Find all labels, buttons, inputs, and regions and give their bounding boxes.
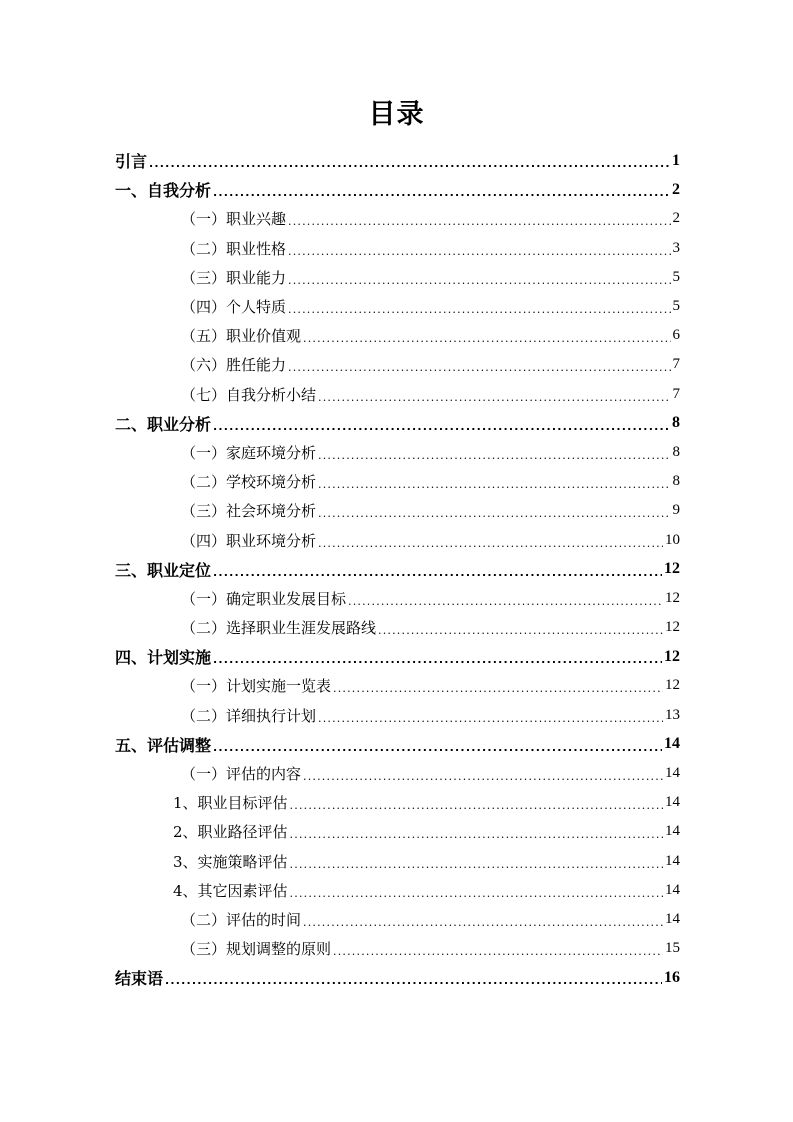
toc-entry-label: （二）详细执行计划	[181, 706, 317, 725]
toc-entry-label: 4、其它因素评估	[173, 881, 288, 900]
toc-entry[interactable]	[0, 555, 793, 584]
toc-entry-label: （二）学校环境分析	[181, 473, 317, 492]
dot-leader	[213, 741, 662, 754]
dot-leader	[213, 653, 662, 666]
toc-entry-label: 四、计划实施	[115, 648, 212, 668]
dot-leader	[290, 858, 663, 871]
table-of-contents	[0, 146, 793, 992]
page-title: 目录	[368, 99, 425, 130]
toc-entry-page-number: 12	[665, 677, 680, 694]
dot-leader	[318, 712, 663, 725]
dot-leader	[303, 770, 663, 783]
toc-entry-page-number: 8	[672, 443, 680, 460]
toc-entry-page-number: 5	[672, 298, 680, 315]
toc-entry-page-number: 12	[664, 647, 680, 665]
dot-leader	[318, 507, 670, 520]
toc-entry-page-number: 12	[664, 560, 680, 578]
toc-entry[interactable]	[0, 204, 793, 233]
toc-entry-label: 三、职业定位	[115, 560, 212, 580]
toc-entry[interactable]	[0, 350, 793, 379]
toc-entry[interactable]	[0, 234, 793, 263]
toc-entry[interactable]	[0, 847, 793, 876]
toc-entry[interactable]	[0, 759, 793, 788]
toc-entry-page-number: 7	[672, 356, 680, 373]
toc-entry-page-number: 14	[665, 823, 680, 840]
toc-entry-label: （一）确定职业发展目标	[181, 589, 347, 608]
dot-leader	[318, 391, 670, 404]
toc-entry[interactable]	[0, 905, 793, 934]
toc-entry-page-number: 9	[672, 502, 680, 519]
toc-entry-page-number: 6	[672, 327, 680, 344]
toc-entry[interactable]	[0, 817, 793, 846]
toc-entry[interactable]	[0, 671, 793, 700]
dot-leader	[288, 245, 670, 258]
toc-entry-label: 2、职业路径评估	[173, 823, 288, 842]
toc-entry-page-number: 14	[665, 910, 680, 927]
toc-entry[interactable]	[0, 146, 793, 175]
toc-entry[interactable]	[0, 263, 793, 292]
dot-leader	[149, 157, 670, 170]
toc-entry-label: 3、实施策略评估	[173, 852, 288, 871]
toc-entry[interactable]	[0, 409, 793, 438]
toc-entry-label: （二）选择职业生涯发展路线	[181, 619, 377, 638]
dot-leader	[303, 916, 663, 929]
toc-entry-page-number: 13	[665, 706, 680, 723]
toc-entry-label: 五、评估调整	[115, 735, 212, 755]
toc-entry-page-number: 1	[672, 151, 680, 169]
toc-entry[interactable]	[0, 584, 793, 613]
toc-entry-label: （三）社会环境分析	[181, 502, 317, 521]
toc-entry[interactable]	[0, 788, 793, 817]
dot-leader	[290, 799, 663, 812]
toc-entry-label: （六）胜任能力	[181, 356, 287, 375]
toc-entry-label: 1、职业目标评估	[173, 794, 288, 813]
toc-entry[interactable]	[0, 701, 793, 730]
toc-entry-page-number: 10	[665, 531, 680, 548]
toc-entry-page-number: 2	[672, 210, 680, 227]
dot-leader	[290, 887, 663, 900]
toc-entry-label: 结束语	[115, 969, 164, 989]
dot-leader	[318, 537, 663, 550]
toc-entry-label: （四）个人特质	[181, 298, 287, 317]
toc-entry-page-number: 12	[665, 589, 680, 606]
toc-entry-label: （四）职业环境分析	[181, 531, 317, 550]
toc-entry[interactable]	[0, 496, 793, 525]
toc-entry-page-number: 15	[665, 940, 680, 957]
dot-leader	[348, 595, 663, 608]
dot-leader	[318, 478, 670, 491]
toc-entry-label: （一）家庭环境分析	[181, 443, 317, 462]
toc-entry-page-number: 3	[672, 239, 680, 256]
dot-leader	[288, 303, 670, 316]
toc-entry-label: 二、职业分析	[115, 414, 212, 434]
toc-entry[interactable]	[0, 380, 793, 409]
toc-entry[interactable]	[0, 934, 793, 963]
toc-entry-label: 引言	[115, 152, 148, 172]
dot-leader	[213, 566, 662, 579]
toc-entry-label: 一、自我分析	[115, 181, 212, 201]
toc-entry[interactable]	[0, 292, 793, 321]
toc-entry-label: （二）评估的时间	[181, 910, 302, 929]
dot-leader	[318, 449, 670, 462]
toc-entry-page-number: 14	[665, 881, 680, 898]
toc-entry[interactable]	[0, 876, 793, 905]
dot-leader	[290, 828, 663, 841]
toc-entry-label: （一）评估的内容	[181, 765, 302, 784]
toc-entry[interactable]	[0, 642, 793, 671]
toc-entry-page-number: 8	[672, 414, 680, 432]
toc-entry-label: （三）职业能力	[181, 268, 287, 287]
toc-entry-label: （二）职业性格	[181, 239, 287, 258]
dot-leader	[213, 420, 670, 433]
dot-leader	[378, 624, 663, 637]
toc-entry-page-number: 2	[672, 180, 680, 198]
toc-entry-page-number: 14	[664, 735, 680, 753]
toc-entry[interactable]	[0, 730, 793, 759]
toc-entry-page-number: 14	[665, 852, 680, 869]
toc-entry[interactable]	[0, 321, 793, 350]
toc-entry[interactable]	[0, 963, 793, 992]
toc-entry-page-number: 7	[672, 385, 680, 402]
dot-leader	[165, 974, 662, 987]
toc-entry-page-number: 5	[672, 268, 680, 285]
toc-entry-label: （一）计划实施一览表	[181, 677, 332, 696]
toc-entry-page-number: 14	[665, 794, 680, 811]
toc-entry-page-number: 16	[664, 968, 680, 986]
toc-entry[interactable]	[0, 175, 793, 204]
toc-entry-page-number: 12	[665, 619, 680, 636]
toc-entry[interactable]	[0, 467, 793, 496]
dot-leader	[333, 945, 663, 958]
dot-leader	[213, 186, 670, 199]
dot-leader	[303, 332, 670, 345]
toc-entry-page-number: 8	[672, 473, 680, 490]
toc-entry[interactable]	[0, 613, 793, 642]
toc-entry-label: （一）职业兴趣	[181, 210, 287, 229]
toc-entry-page-number: 14	[665, 765, 680, 782]
dot-leader	[288, 361, 670, 374]
toc-entry[interactable]	[0, 525, 793, 554]
toc-entry-label: （七）自我分析小结	[181, 385, 317, 404]
dot-leader	[288, 215, 670, 228]
toc-entry-label: （三）规划调整的原则	[181, 940, 332, 959]
dot-leader	[288, 274, 670, 287]
toc-entry[interactable]	[0, 438, 793, 467]
dot-leader	[333, 682, 663, 695]
toc-entry-label: （五）职业价值观	[181, 327, 302, 346]
